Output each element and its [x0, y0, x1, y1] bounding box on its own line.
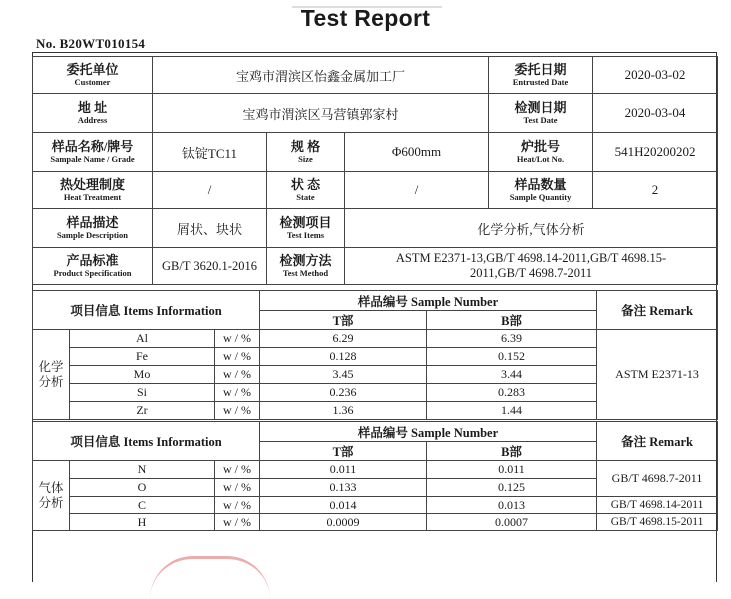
- gas-col-b: B部: [427, 442, 597, 461]
- gas-sample-number-header: 样品编号 Sample Number: [260, 422, 597, 442]
- b-value-cell: 0.283: [427, 384, 597, 402]
- state-label: 状 态 State: [267, 172, 345, 209]
- test-items-value: 化学分析,气体分析: [345, 209, 718, 248]
- customer-label: 委托单位 Customer: [33, 57, 153, 94]
- chem-group-label: 化学 分析: [33, 330, 70, 420]
- chemical-analysis-table: [32, 290, 718, 420]
- entrusted-date-label: 委托日期 Entrusted Date: [489, 57, 593, 94]
- sample-description-value: 屑状、块状: [153, 209, 267, 248]
- test-method-value: [345, 248, 718, 285]
- sample-name-value: 钛锭TC11: [153, 133, 267, 172]
- chem-remark-value: ASTM E2371-13: [597, 330, 718, 420]
- heat-treatment-value: /: [153, 172, 267, 209]
- t-value-cell: 1.36: [260, 402, 427, 420]
- test-method-line-1: ASTM E2371-13,GB/T 4698.14-2011,GB/T 4698.15-: [395, 251, 667, 265]
- address-value: 宝鸡市渭滨区马营镇郭家村: [153, 94, 489, 133]
- table-row: [33, 330, 718, 348]
- gas-group-label: 气体 分析: [33, 461, 70, 531]
- t-value-cell: 6.29: [260, 330, 427, 348]
- report-number: No. B20WT010154: [36, 36, 146, 51]
- product-spec-value: GB/T 3620.1-2016: [153, 248, 267, 285]
- gas-remark-h: GB/T 4698.15-2011: [597, 514, 718, 531]
- info-row-address: [33, 94, 718, 133]
- t-value-cell: 0.128: [260, 348, 427, 366]
- sample-description-label: 样品描述 Sample Description: [33, 209, 153, 248]
- b-value-cell: 3.44: [427, 366, 597, 384]
- element-cell: H: [70, 514, 215, 531]
- unit-cell: w / %: [215, 514, 260, 531]
- test-date-value: 2020-03-04: [593, 94, 718, 133]
- t-value-cell: 0.236: [260, 384, 427, 402]
- chem-remark-header: 备注 Remark: [597, 291, 718, 330]
- gas-col-t: T部: [260, 442, 427, 461]
- customer-value: 宝鸡市渭滨区怡鑫金属加工厂: [153, 57, 489, 94]
- unit-cell: w / %: [215, 461, 260, 479]
- unit-cell: w / %: [215, 402, 260, 420]
- t-value-cell: 0.014: [260, 497, 427, 514]
- info-row-treatment: [33, 172, 718, 209]
- info-row-spec: [33, 248, 718, 285]
- page-title: Test Report: [300, 5, 431, 31]
- gas-remark-header: 备注 Remark: [597, 422, 718, 461]
- chem-col-b: B部: [427, 311, 597, 330]
- info-row-customer: [33, 57, 718, 94]
- b-value-cell: 0.125: [427, 479, 597, 497]
- unit-cell: w / %: [215, 348, 260, 366]
- size-value: Φ600mm: [345, 133, 489, 172]
- gas-remark-c: GB/T 4698.14-2011: [597, 497, 718, 514]
- product-spec-label: 产品标准 Product Specification: [33, 248, 153, 285]
- b-value-cell: 6.39: [427, 330, 597, 348]
- element-cell: Si: [70, 384, 215, 402]
- gas-analysis-table: [32, 421, 718, 531]
- gas-remark-no: GB/T 4698.7-2011: [597, 461, 718, 497]
- element-cell: O: [70, 479, 215, 497]
- state-value: /: [345, 172, 489, 209]
- chem-col-t: T部: [260, 311, 427, 330]
- sample-quantity-label: 样品数量 Sample Quantity: [489, 172, 593, 209]
- b-value-cell: 0.152: [427, 348, 597, 366]
- chem-sample-number-header: 样品编号 Sample Number: [260, 291, 597, 311]
- element-cell: N: [70, 461, 215, 479]
- entrusted-date-value: 2020-03-02: [593, 57, 718, 94]
- t-value-cell: 0.011: [260, 461, 427, 479]
- sample-info-table: [32, 56, 718, 285]
- t-value-cell: 3.45: [260, 366, 427, 384]
- sample-quantity-value: 2: [593, 172, 718, 209]
- b-value-cell: 1.44: [427, 402, 597, 420]
- element-cell: Al: [70, 330, 215, 348]
- unit-cell: w / %: [215, 497, 260, 514]
- chem-items-header: 项目信息 Items Information: [33, 291, 260, 330]
- t-value-cell: 0.133: [260, 479, 427, 497]
- element-cell: Zr: [70, 402, 215, 420]
- unit-cell: w / %: [215, 366, 260, 384]
- table-row: [33, 497, 718, 514]
- b-value-cell: 0.0007: [427, 514, 597, 531]
- table-row: [33, 461, 718, 479]
- heat-treatment-label: 热处理制度 Heat Treatment: [33, 172, 153, 209]
- test-method-line-2: 2011,GB/T 4698.7-2011: [469, 266, 593, 280]
- element-cell: Fe: [70, 348, 215, 366]
- test-date-label: 检测日期 Test Date: [489, 94, 593, 133]
- heat-lot-label: 炉批号 Heat/Lot No.: [489, 133, 593, 172]
- element-cell: C: [70, 497, 215, 514]
- unit-cell: w / %: [215, 330, 260, 348]
- info-row-description: [33, 209, 718, 248]
- b-value-cell: 0.011: [427, 461, 597, 479]
- test-method-label: 检测方法 Test Method: [267, 248, 345, 285]
- element-cell: Mo: [70, 366, 215, 384]
- gas-items-header: 项目信息 Items Information: [33, 422, 260, 461]
- test-items-label: 检测项目 Test Items: [267, 209, 345, 248]
- address-label: 地 址 Address: [33, 94, 153, 133]
- info-row-sample: [33, 133, 718, 172]
- b-value-cell: 0.013: [427, 497, 597, 514]
- t-value-cell: 0.0009: [260, 514, 427, 531]
- unit-cell: w / %: [215, 479, 260, 497]
- heat-lot-value: 541H20200202: [593, 133, 718, 172]
- unit-cell: w / %: [215, 384, 260, 402]
- table-row: [33, 514, 718, 531]
- sample-name-label: 样品名称/牌号 Sampale Name / Grade: [33, 133, 153, 172]
- size-label: 规 格 Size: [267, 133, 345, 172]
